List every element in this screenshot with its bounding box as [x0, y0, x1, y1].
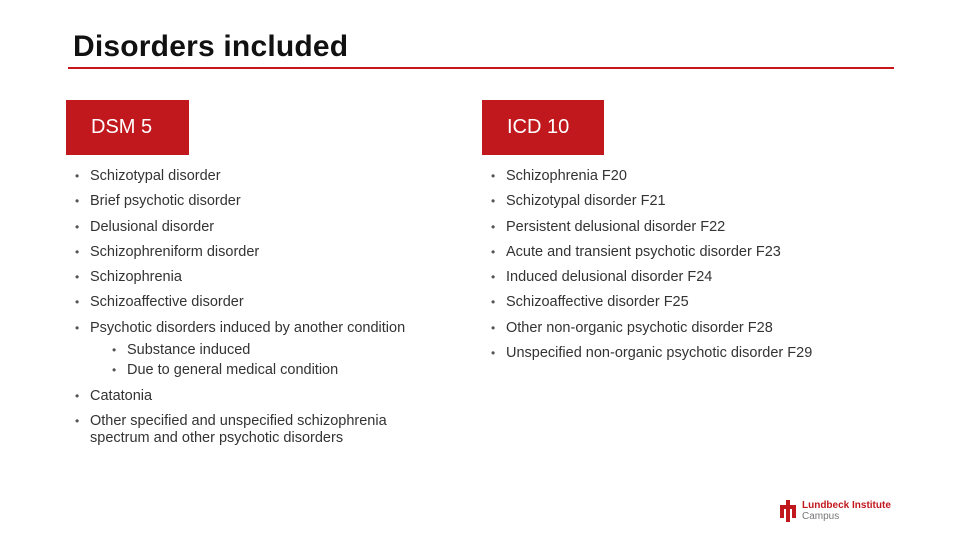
sub-list-item: • Substance induced	[90, 340, 462, 360]
list-item: • Brief psychotic disorder	[72, 193, 462, 210]
icd10-header-label: ICD 10	[507, 116, 570, 138]
icd10-list	[488, 168, 908, 370]
list-item: • Induced delusional disorder F24	[488, 269, 908, 286]
list-item: • Schizotypal disorder F21	[488, 193, 908, 210]
list-item: • Other specified and unspecified schizophrenia spectrum and other psychotic disorders	[72, 413, 440, 447]
list-item: • Schizophreniform disorder	[72, 244, 462, 261]
logo-text	[802, 500, 891, 522]
list-item: • Schizophrenia F20	[488, 168, 908, 185]
icd10-header	[482, 100, 604, 155]
list-item: • Schizophrenia	[72, 269, 462, 286]
list-item: • Other non-organic psychotic disorder F28	[488, 320, 908, 337]
dsm5-header	[66, 100, 189, 155]
list-item-with-subitems	[72, 320, 462, 380]
list-item: • Unspecified non-organic psychotic disorder F29	[488, 345, 908, 362]
dsm5-sublist	[90, 340, 462, 380]
sub-list-item: • Due to general medical condition	[90, 360, 462, 380]
slide-title: Disorders included	[73, 30, 349, 63]
dsm5-header-label: DSM 5	[91, 116, 153, 138]
list-item: • Schizoaffective disorder F25	[488, 294, 908, 311]
list-item: • Schizoaffective disorder	[72, 294, 462, 311]
logo-line-1: Lundbeck Institute	[802, 500, 891, 511]
list-item: • Persistent delusional disorder F22	[488, 219, 908, 236]
lundbeck-logo	[778, 500, 898, 524]
title-underline	[68, 67, 894, 69]
list-item: • Delusional disorder	[72, 219, 462, 236]
list-item-label: Psychotic disorders induced by another condition	[90, 319, 406, 336]
dsm5-list	[72, 168, 462, 447]
list-item: • Catatonia	[72, 388, 462, 405]
lundbeck-cross-icon	[778, 500, 798, 522]
list-item: • Acute and transient psychotic disorder F23	[488, 244, 908, 261]
logo-line-2: Campus	[802, 511, 840, 522]
list-item: • Schizotypal disorder	[72, 168, 462, 185]
